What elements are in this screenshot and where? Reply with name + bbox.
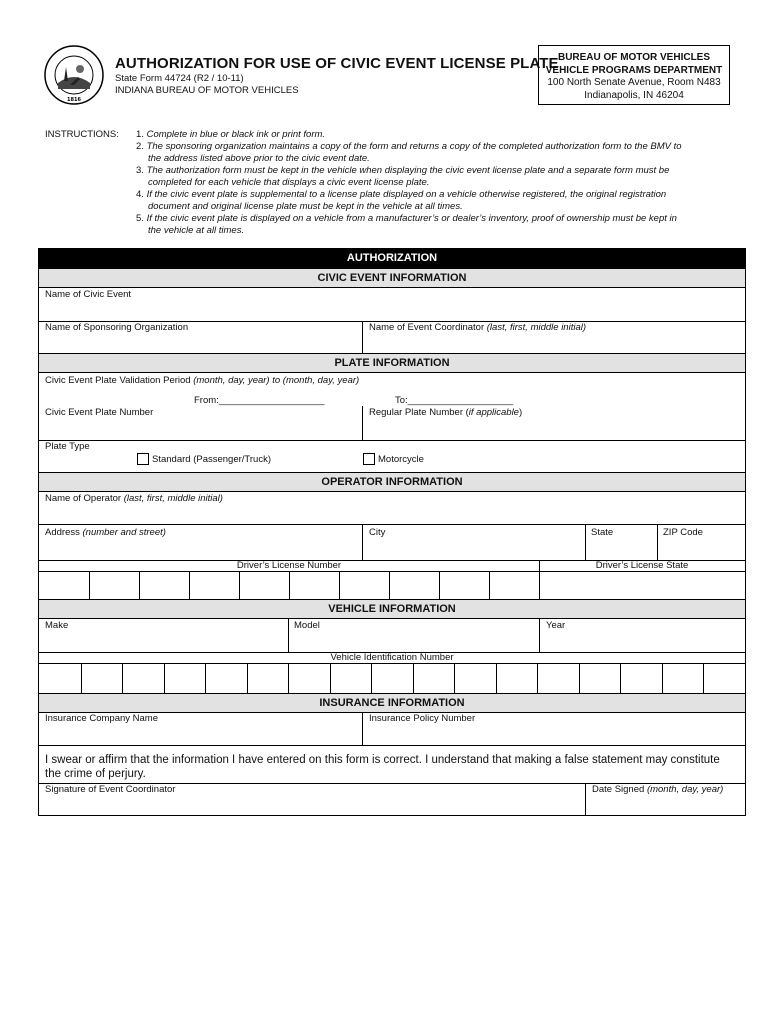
insurance-company-field[interactable] — [39, 724, 362, 744]
insurance-policy-label: Insurance Policy Number — [369, 713, 476, 724]
state-field[interactable] — [586, 539, 657, 559]
instruction-4: 4. If the civic event plate is supplemental to a license plate displayed on a vehicle otherwise registered, the original registration document and original license plate must be kept in the vehicle at all times. — [136, 189, 667, 212]
instruction-3: 3. The authorization form must be kept in the vehicle when displaying the civic event license plate and a separate form must be completed for each vehicle that displays a civic event license plate. — [136, 165, 670, 188]
instructions-label: INSTRUCTIONS: — [45, 129, 119, 140]
regular-plate-field[interactable] — [363, 419, 745, 439]
state-label: State — [591, 527, 614, 538]
regular-plate-label: Regular Plate Number (if applicable) — [369, 407, 523, 418]
civic-event-name-field[interactable] — [39, 300, 745, 320]
sponsoring-org-label: Name of Sponsoring Organization — [45, 322, 189, 333]
city-field[interactable] — [363, 539, 585, 559]
standard-checkbox[interactable] — [137, 453, 149, 465]
bmv-street: 100 North Senate Avenue, Room N483 — [547, 77, 721, 88]
agency-name: INDIANA BUREAU OF MOTOR VEHICLES — [115, 85, 299, 96]
instruction-2: 2. The sponsoring organization maintains a copy of the form and returns a copy of the completed authorization form to the BMV to the address listed above prior to the civic event date. — [136, 141, 682, 164]
bmv-department: VEHICLE PROGRAMS DEPARTMENT — [545, 64, 723, 76]
vin-label: Vehicle Identification Number — [330, 652, 454, 663]
vehicle-info-header: VEHICLE INFORMATION — [39, 599, 745, 619]
model-field[interactable] — [289, 631, 539, 651]
event-coordinator-field[interactable] — [363, 333, 745, 353]
plate-info-header: PLATE INFORMATION — [39, 353, 745, 373]
authorization-form — [38, 248, 746, 816]
authorization-header: AUTHORIZATION — [39, 249, 745, 268]
operator-info-header: OPERATOR INFORMATION — [39, 472, 745, 492]
year-field[interactable] — [540, 631, 745, 651]
license-number-label: Driver’s License Number — [236, 560, 342, 571]
model-label: Model — [294, 620, 320, 631]
license-number-boxes[interactable] — [39, 571, 539, 599]
insurance-policy-field[interactable] — [363, 724, 745, 744]
civic-event-name-label: Name of Civic Event — [45, 289, 132, 300]
civic-event-header: CIVIC EVENT INFORMATION — [39, 268, 745, 288]
address-label: Address (number and street) — [45, 527, 166, 538]
date-signed-field[interactable] — [586, 795, 745, 815]
standard-label: Standard (Passenger/Truck) — [152, 454, 271, 465]
instruction-1: 1. Complete in blue or black ink or print form. — [136, 129, 326, 140]
state-seal-icon — [44, 45, 104, 105]
license-state-field[interactable] — [540, 571, 745, 599]
bmv-city: Indianapolis, IN 46204 — [584, 89, 684, 101]
signature-field[interactable] — [39, 795, 584, 815]
plate-type-label: Plate Type — [45, 441, 90, 452]
address-field[interactable] — [39, 539, 362, 559]
from-date-field[interactable]: From:____________________ — [194, 395, 325, 406]
plate-number-field[interactable] — [39, 419, 362, 439]
form-title: AUTHORIZATION FOR USE OF CIVIC EVENT LICENSE PLATE — [115, 55, 559, 72]
operator-name-field[interactable] — [39, 504, 745, 524]
insurance-company-label: Insurance Company Name — [45, 713, 158, 724]
plate-number-label: Civic Event Plate Number — [45, 407, 154, 418]
motorcycle-label: Motorcycle — [378, 454, 424, 465]
to-date-field[interactable]: To:____________________ — [395, 395, 514, 406]
sponsoring-org-field[interactable] — [39, 333, 362, 353]
city-label: City — [369, 527, 386, 538]
operator-name-label: Name of Operator (last, first, middle initial) — [45, 493, 223, 504]
event-coordinator-label: Name of Event Coordinator (last, first, middle initial) — [369, 322, 587, 333]
bmv-address-box — [538, 45, 730, 105]
motorcycle-checkbox[interactable] — [363, 453, 375, 465]
perjury-statement: I swear or affirm that the information I have entered on this form is correct. I understand that making a false statement may constitute the crime of perjury. — [45, 754, 720, 780]
zip-label: ZIP Code — [663, 527, 703, 538]
zip-field[interactable] — [658, 539, 745, 559]
validation-period-label: Civic Event Plate Validation Period (month, day, year) to (month, day, year) — [45, 375, 360, 386]
form-number: State Form 44724 (R2 / 10-11) — [115, 73, 244, 84]
date-signed-label: Date Signed (month, day, year) — [592, 784, 724, 795]
signature-label: Signature of Event Coordinator — [45, 784, 176, 795]
instruction-5: 5. If the civic event plate is displayed on a vehicle from a manufacturer’s or dealer’s inventory, proof of ownership must be kept in the vehicle at all times. — [136, 213, 677, 236]
vin-boxes[interactable] — [39, 663, 745, 693]
insurance-info-header: INSURANCE INFORMATION — [39, 693, 745, 713]
license-state-label: Driver’s License State — [595, 560, 689, 571]
year-label: Year — [546, 620, 566, 631]
bmv-name: BUREAU OF MOTOR VEHICLES — [557, 52, 711, 63]
make-label: Make — [45, 620, 69, 631]
svg-text:1816: 1816 — [67, 97, 81, 103]
make-field[interactable] — [39, 631, 288, 651]
